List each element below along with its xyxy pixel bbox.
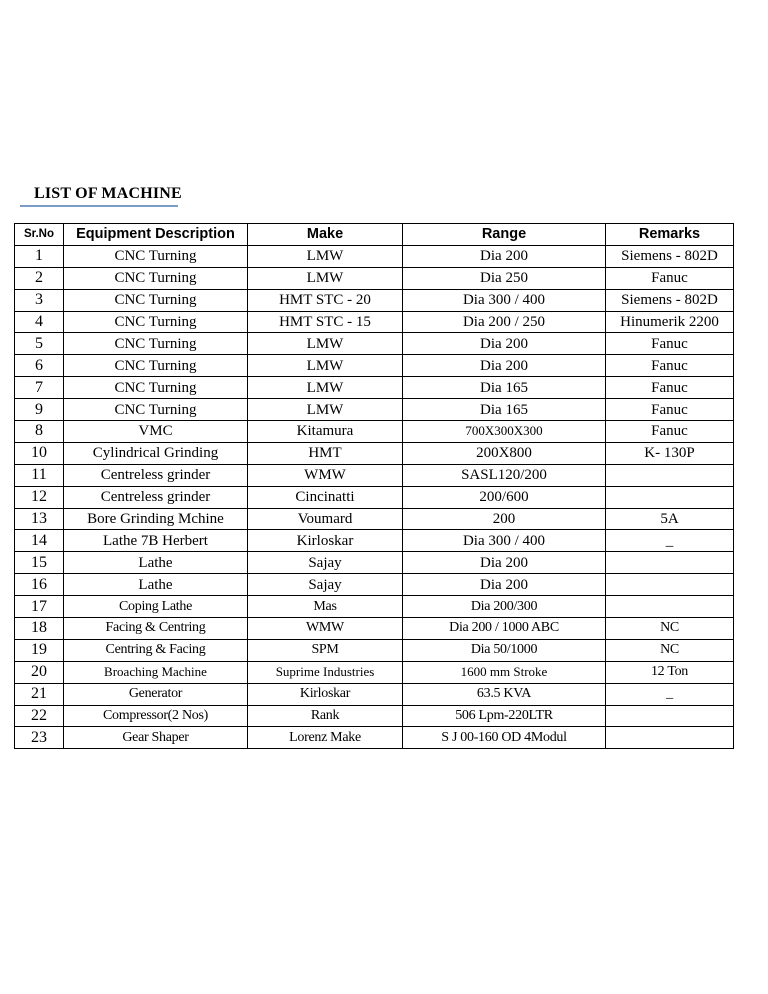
cell-make: HMT xyxy=(248,442,403,464)
cell-equipment-description: CNC Turning xyxy=(64,245,248,267)
cell-equipment-description: CNC Turning xyxy=(64,399,248,421)
machine-table xyxy=(14,223,734,749)
cell-remarks: Siemens - 802D xyxy=(606,289,734,311)
cell-range: Dia 200 xyxy=(403,245,606,267)
table-row xyxy=(15,618,734,640)
cell-remarks: K- 130P xyxy=(606,442,734,464)
cell-range: Dia 200 / 250 xyxy=(403,311,606,333)
cell-make: Kirloskar xyxy=(248,530,403,552)
cell-remarks: Siemens - 802D xyxy=(606,245,734,267)
header-make: Make xyxy=(248,224,403,246)
cell-range: Dia 50/1000 xyxy=(403,639,606,661)
table-row xyxy=(15,574,734,596)
cell-sr-no: 13 xyxy=(15,508,64,530)
cell-sr-no: 9 xyxy=(15,399,64,421)
cell-make: HMT STC - 15 xyxy=(248,311,403,333)
cell-range: 200 xyxy=(403,508,606,530)
cell-remarks xyxy=(606,574,734,596)
cell-make: Kirloskar xyxy=(248,683,403,705)
table-row xyxy=(15,661,734,683)
cell-sr-no: 15 xyxy=(15,552,64,574)
table-row xyxy=(15,530,734,552)
cell-remarks xyxy=(606,464,734,486)
cell-range: SASL120/200 xyxy=(403,464,606,486)
cell-equipment-description: Gear Shaper xyxy=(64,727,248,749)
cell-equipment-description: CNC Turning xyxy=(64,333,248,355)
cell-equipment-description: Broaching Machine xyxy=(64,661,248,683)
cell-remarks: Fanuc xyxy=(606,333,734,355)
cell-sr-no: 3 xyxy=(15,289,64,311)
cell-equipment-description: CNC Turning xyxy=(64,377,248,399)
cell-range: Dia 200 xyxy=(403,355,606,377)
cell-sr-no: 2 xyxy=(15,267,64,289)
cell-equipment-description: Compressor(2 Nos) xyxy=(64,705,248,727)
cell-sr-no: 22 xyxy=(15,705,64,727)
header-equipment-description: Equipment Description xyxy=(64,224,248,246)
table-row xyxy=(15,333,734,355)
cell-sr-no: 8 xyxy=(15,421,64,443)
cell-remarks: Fanuc xyxy=(606,267,734,289)
cell-range: 200/600 xyxy=(403,486,606,508)
cell-range: Dia 200/300 xyxy=(403,596,606,618)
table-row xyxy=(15,486,734,508)
cell-make: Suprime Industries xyxy=(248,661,403,683)
cell-make: HMT STC - 20 xyxy=(248,289,403,311)
cell-remarks xyxy=(606,552,734,574)
table-row xyxy=(15,727,734,749)
cell-equipment-description: Centring & Facing xyxy=(64,639,248,661)
cell-make: Rank xyxy=(248,705,403,727)
cell-sr-no: 6 xyxy=(15,355,64,377)
cell-sr-no: 21 xyxy=(15,683,64,705)
table-row xyxy=(15,508,734,530)
cell-make: LMW xyxy=(248,377,403,399)
cell-make: Kitamura xyxy=(248,421,403,443)
cell-remarks: Fanuc xyxy=(606,399,734,421)
cell-equipment-description: Lathe 7B Herbert xyxy=(64,530,248,552)
cell-equipment-description: Cylindrical Grinding xyxy=(64,442,248,464)
cell-remarks: 5A xyxy=(606,508,734,530)
cell-equipment-description: Lathe xyxy=(64,574,248,596)
table-row xyxy=(15,399,734,421)
cell-equipment-description: CNC Turning xyxy=(64,311,248,333)
cell-sr-no: 5 xyxy=(15,333,64,355)
cell-make: Sajay xyxy=(248,552,403,574)
cell-sr-no: 14 xyxy=(15,530,64,552)
cell-sr-no: 16 xyxy=(15,574,64,596)
cell-remarks: Fanuc xyxy=(606,355,734,377)
cell-remarks xyxy=(606,596,734,618)
cell-equipment-description: Coping Lathe xyxy=(64,596,248,618)
cell-remarks: Hinumerik 2200 xyxy=(606,311,734,333)
cell-range: Dia 300 / 400 xyxy=(403,530,606,552)
cell-make: SPM xyxy=(248,639,403,661)
table-row xyxy=(15,289,734,311)
cell-make: LMW xyxy=(248,399,403,421)
table-row xyxy=(15,639,734,661)
table-row xyxy=(15,311,734,333)
cell-make: LMW xyxy=(248,267,403,289)
table-row xyxy=(15,705,734,727)
cell-sr-no: 10 xyxy=(15,442,64,464)
cell-make: Sajay xyxy=(248,574,403,596)
cell-equipment-description: CNC Turning xyxy=(64,355,248,377)
table-row xyxy=(15,596,734,618)
cell-range: 1600 mm Stroke xyxy=(403,661,606,683)
cell-sr-no: 11 xyxy=(15,464,64,486)
cell-sr-no: 20 xyxy=(15,661,64,683)
header-remarks: Remarks xyxy=(606,224,734,246)
cell-equipment-description: CNC Turning xyxy=(64,267,248,289)
cell-range: 200X800 xyxy=(403,442,606,464)
cell-remarks xyxy=(606,486,734,508)
cell-equipment-description: Generator xyxy=(64,683,248,705)
table-row xyxy=(15,683,734,705)
table-row xyxy=(15,267,734,289)
cell-equipment-description: Centreless grinder xyxy=(64,464,248,486)
cell-sr-no: 1 xyxy=(15,245,64,267)
cell-remarks xyxy=(606,727,734,749)
cell-sr-no: 12 xyxy=(15,486,64,508)
cell-make: Cincinatti xyxy=(248,486,403,508)
cell-range: Dia 300 / 400 xyxy=(403,289,606,311)
header-range: Range xyxy=(403,224,606,246)
cell-remarks: _ xyxy=(606,530,734,552)
cell-range: S J 00-160 OD 4Modul xyxy=(403,727,606,749)
table-row xyxy=(15,377,734,399)
cell-equipment-description: Facing & Centring xyxy=(64,618,248,640)
cell-range: 63.5 KVA xyxy=(403,683,606,705)
cell-make: Voumard xyxy=(248,508,403,530)
cell-remarks: NC xyxy=(606,639,734,661)
header-sr-no: Sr.No xyxy=(15,224,64,246)
table-header-row xyxy=(15,224,734,246)
table-row xyxy=(15,355,734,377)
cell-make: LMW xyxy=(248,245,403,267)
cell-sr-no: 7 xyxy=(15,377,64,399)
page-title: LIST OF MACHINE xyxy=(34,185,182,202)
cell-range: 700X300X300 xyxy=(403,421,606,443)
cell-remarks: Fanuc xyxy=(606,421,734,443)
cell-sr-no: 4 xyxy=(15,311,64,333)
cell-range: Dia 200 xyxy=(403,552,606,574)
cell-range: Dia 165 xyxy=(403,377,606,399)
cell-sr-no: 19 xyxy=(15,639,64,661)
cell-range: Dia 200 xyxy=(403,333,606,355)
cell-remarks: Fanuc xyxy=(606,377,734,399)
cell-make: LMW xyxy=(248,333,403,355)
cell-sr-no: 17 xyxy=(15,596,64,618)
cell-equipment-description: CNC Turning xyxy=(64,289,248,311)
cell-remarks: _ xyxy=(606,683,734,705)
table-row xyxy=(15,552,734,574)
cell-make: Mas xyxy=(248,596,403,618)
cell-range: 506 Lpm-220LTR xyxy=(403,705,606,727)
cell-equipment-description: Lathe xyxy=(64,552,248,574)
cell-sr-no: 23 xyxy=(15,727,64,749)
cell-make: Lorenz Make xyxy=(248,727,403,749)
cell-equipment-description: Bore Grinding Mchine xyxy=(64,508,248,530)
cell-equipment-description: Centreless grinder xyxy=(64,486,248,508)
table-row xyxy=(15,464,734,486)
table-row xyxy=(15,421,734,443)
cell-remarks: NC xyxy=(606,618,734,640)
cell-equipment-description: VMC xyxy=(64,421,248,443)
cell-remarks: 12 Ton xyxy=(606,661,734,683)
cell-remarks xyxy=(606,705,734,727)
cell-range: Dia 250 xyxy=(403,267,606,289)
cell-make: WMW xyxy=(248,618,403,640)
cell-range: Dia 200 xyxy=(403,574,606,596)
cell-sr-no: 18 xyxy=(15,618,64,640)
cell-range: Dia 165 xyxy=(403,399,606,421)
table-row xyxy=(15,245,734,267)
cell-make: LMW xyxy=(248,355,403,377)
cell-range: Dia 200 / 1000 ABC xyxy=(403,618,606,640)
title-underline xyxy=(20,205,178,207)
table-row xyxy=(15,442,734,464)
cell-make: WMW xyxy=(248,464,403,486)
